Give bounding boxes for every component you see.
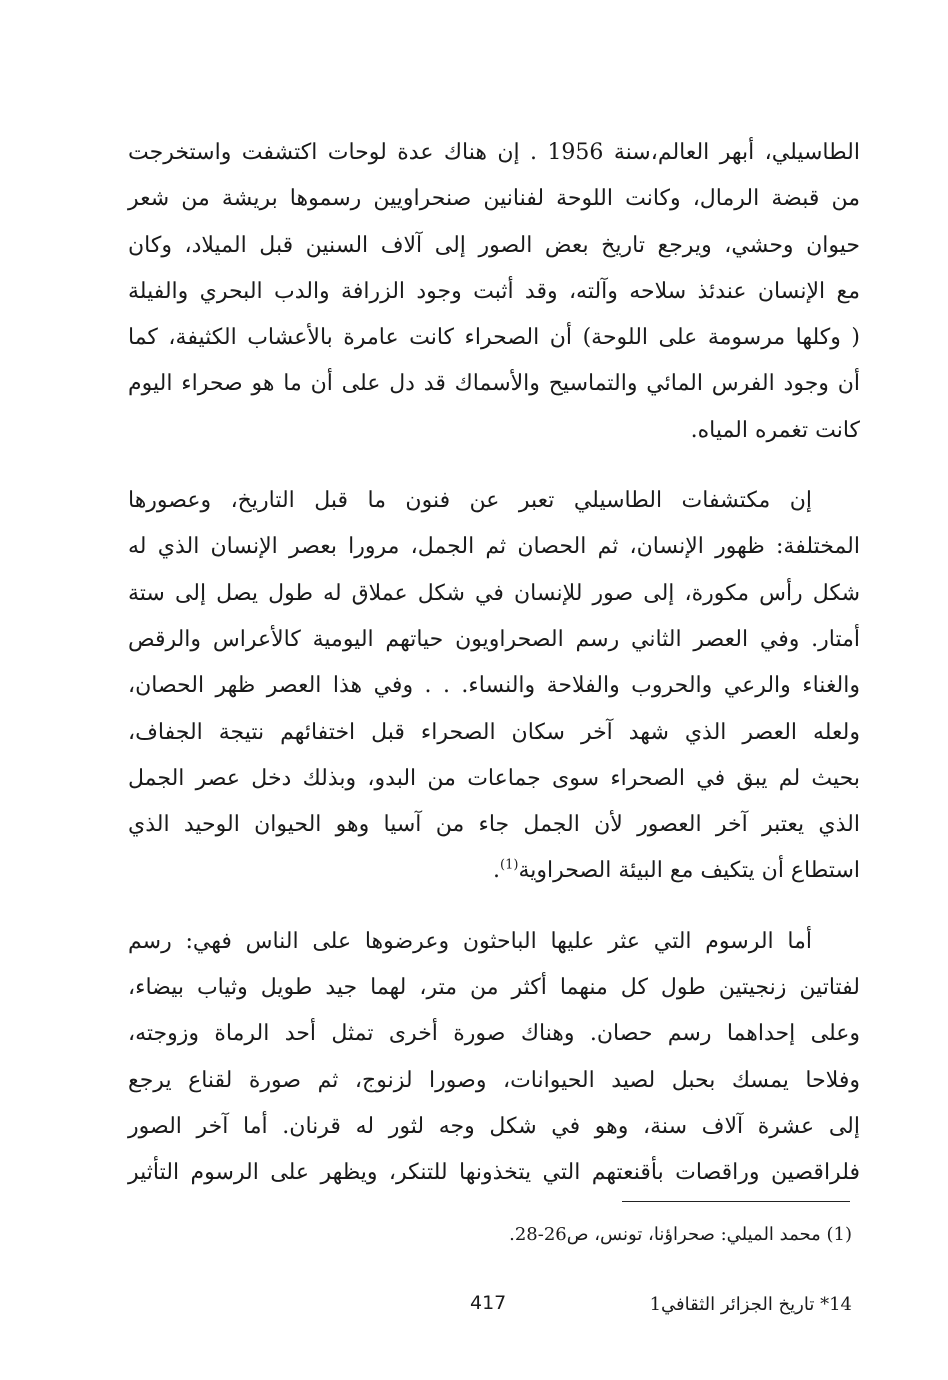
text-line: ( وكلها مرسومة على اللوحة) أن الصحراء كانت عامرة بالأعشاب الكثيفة، كما: [128, 325, 860, 351]
text-line: بحيث لم يبق في الصحراء سوى جماعات من البدو، وبذلك دخل عصر الجمل: [128, 765, 860, 791]
page-number: 417: [470, 1292, 507, 1314]
text-line: إن مكتشفات الطاسيلي تعبر عن فنون ما قبل التاريخ، وعصورها: [128, 488, 812, 514]
text-line: وفلاحا يمسك بحبل لصيد الحيوانات، وصورا لزنوج، ثم صورة لقناع يرجع: [128, 1067, 860, 1093]
footnote-divider: [622, 1201, 850, 1202]
body-text: [128, 130, 860, 1197]
footnote: (1) محمد الميلي: صحراؤنا، تونس، ص26-28.: [509, 1224, 852, 1245]
footnote-reference: (1): [500, 858, 519, 874]
text-line: فلراقصين وراقصات بأقنعتهم التي يتخذونها للتنكر، ويظهر على الرسوم التأثير: [128, 1160, 860, 1186]
text-line: إلى عشرة آلاف سنة، وهو في شكل وجه لثور له قرنان. أما آخر الصور: [128, 1113, 860, 1139]
text-line: الذي يعتبر آخر العصور لأن الجمل جاء من آسيا وهو الحيوان الوحيد الذي: [128, 812, 860, 838]
text-line: وعلى إحداهما رسم حصان. وهناك صورة أخرى تمثل أحد الرماة وزوجته،: [128, 1021, 860, 1047]
text-line: حيوان وحشي، ويرجع تاريخ بعض الصور إلى آلاف السنين قبل الميلاد، وكان: [128, 232, 860, 258]
text-line: والغناء والرعي والحروب والفلاحة والنساء. . . وفي هذا العصر ظهر الحصان،: [128, 673, 860, 699]
text-line: أن وجود الفرس المائي والتماسيح والأسماك قد دل على أن ما هو صحراء اليوم: [128, 371, 860, 397]
text-line: المختلفة: ظهور الإنسان، ثم الحصان ثم الجمل، مرورا بعصر الإنسان الذي له: [128, 534, 860, 560]
paragraph-2: [128, 478, 860, 895]
text-segment: استطاع أن يتكيف مع البيئة الصحراوية: [518, 858, 860, 884]
text-line: شكل رأس مكورة، إلى صور للإنسان في شكل عملاق له طول يصل إلى ستة: [128, 580, 860, 606]
text-line: لفتاتين زنجيتين طول كل منهما أكثر من متر، لهما جيد طويل وثياب بيضاء،: [128, 975, 860, 1001]
text-line: من قبضة الرمال، وكانت اللوحة لفنانين صنحراويين رسموها بريشة من شعر: [128, 186, 860, 212]
text-line-with-footnote: [128, 848, 860, 894]
text-line: كانت تغمره المياه.: [690, 417, 860, 443]
end-punctuation: .: [493, 858, 501, 884]
running-footer: 14* تاريخ الجزائر الثقافي1: [649, 1294, 852, 1315]
paragraph-3: [128, 919, 860, 1197]
text-line: الطاسيلي، أبهر العالم،سنة 1956 . إن هناك عدة لوحات اكتشفت واستخرجت: [128, 140, 860, 165]
text-line: أما الرسوم التي عثر عليها الباحثون وعرضوها على الناس فهي: رسم: [128, 928, 812, 954]
text-line: أمتار. وفي العصر الثاني رسم الصحراويون حياتهم اليومية كالأعراس والرقص: [128, 626, 860, 652]
text-line: مع الإنسان عندئذ سلاحه وآلته، وقد أثبت وجود الزرافة والدب البحري والفيلة: [128, 278, 860, 304]
paragraph-1: [128, 130, 860, 454]
text-line: ولعله العصر الذي شهد آخر سكان الصحراء قبل اختفائهم نتيجة الجفاف،: [128, 719, 860, 745]
